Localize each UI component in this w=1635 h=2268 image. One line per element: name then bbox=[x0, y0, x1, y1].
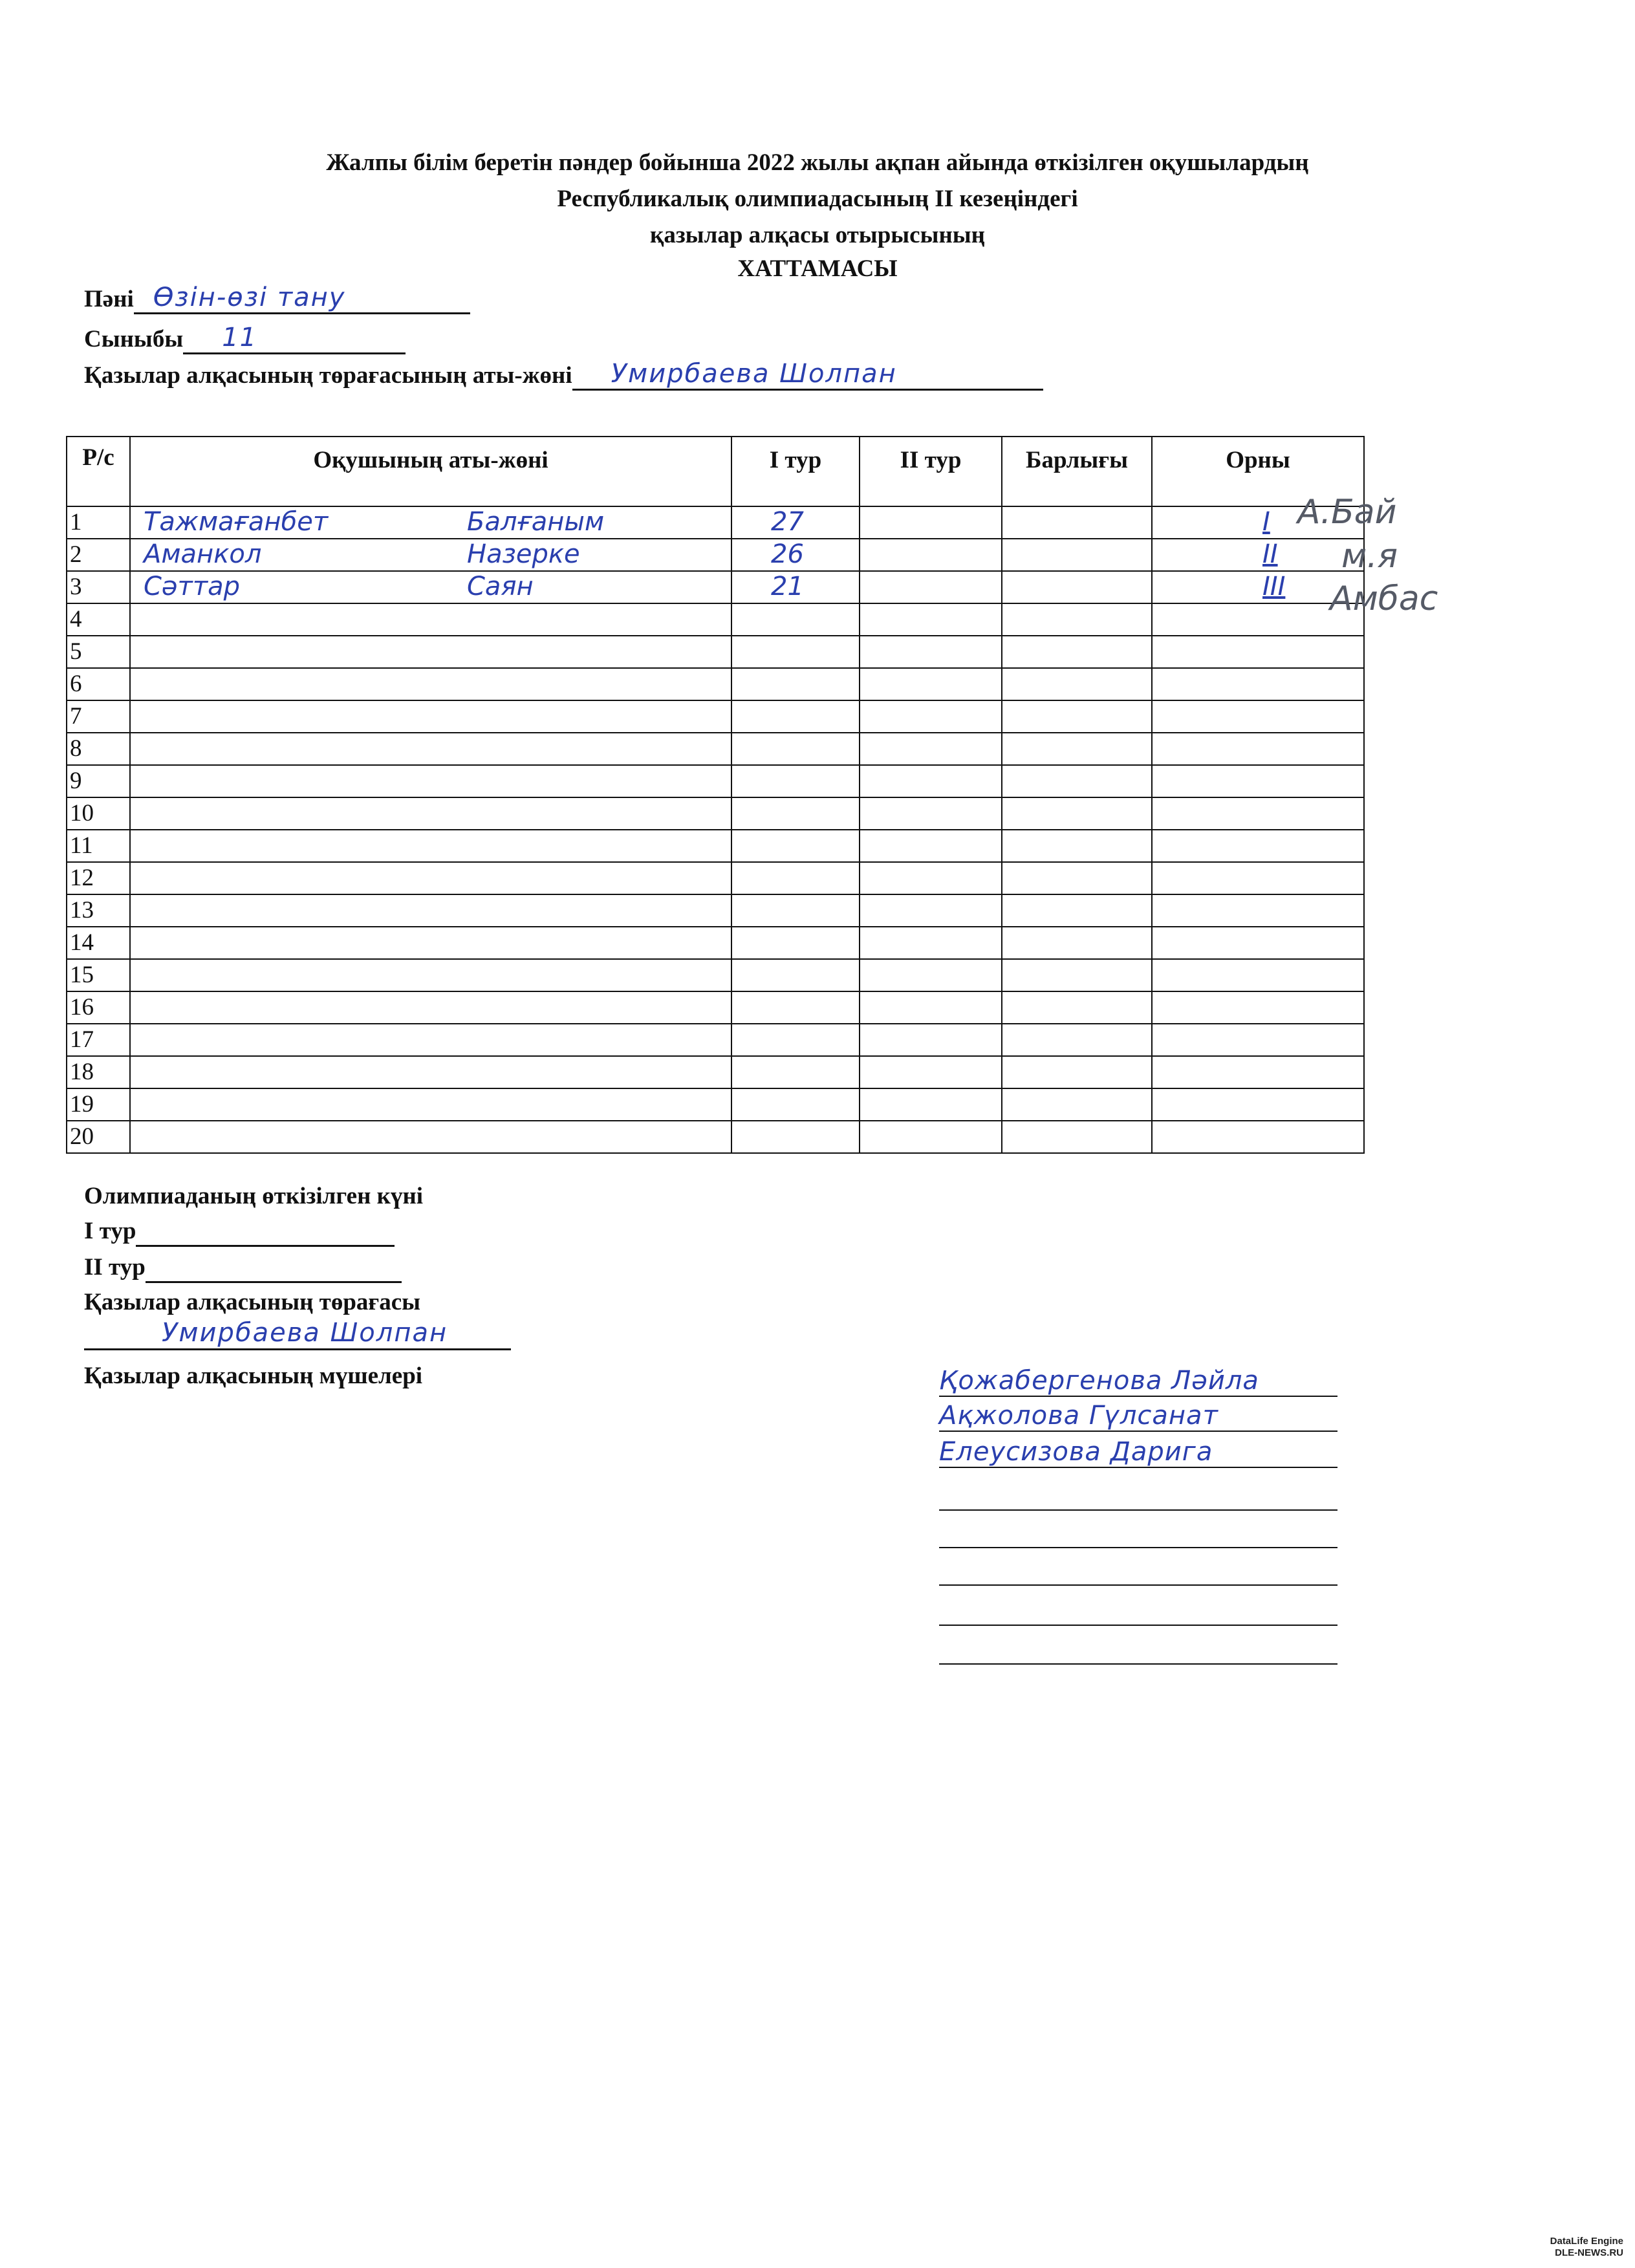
row-num-cell: 13 bbox=[67, 894, 130, 927]
grade-value: 11 bbox=[222, 323, 258, 352]
table-row bbox=[67, 700, 1364, 733]
total-cell bbox=[1002, 991, 1152, 1024]
total-cell bbox=[1002, 1024, 1152, 1056]
table-row bbox=[67, 991, 1364, 1024]
round1-date-field bbox=[84, 1216, 395, 1247]
round2-date-blank bbox=[146, 1257, 402, 1283]
round1-score: 21 bbox=[771, 572, 804, 601]
member-signature-line bbox=[939, 1480, 1337, 1511]
place-cell bbox=[1152, 797, 1364, 830]
round2-cell bbox=[860, 1024, 1002, 1056]
total-cell bbox=[1002, 733, 1152, 765]
round2-cell bbox=[860, 603, 1002, 636]
place-value: ІІ bbox=[1262, 539, 1278, 569]
chair-value: Умирбаева Шолпан bbox=[611, 359, 897, 389]
round1-cell bbox=[731, 894, 860, 927]
round1-date-label: І тур bbox=[84, 1218, 136, 1244]
row-num-cell: 16 bbox=[67, 991, 130, 1024]
place-cell bbox=[1152, 1024, 1364, 1056]
col-header-num: Р/с bbox=[67, 437, 130, 506]
student-name-cell bbox=[130, 894, 731, 927]
table-row bbox=[67, 862, 1364, 894]
place-cell bbox=[1152, 733, 1364, 765]
round2-cell bbox=[860, 668, 1002, 700]
table-row bbox=[67, 927, 1364, 959]
round1-cell bbox=[731, 1056, 860, 1088]
round1-cell bbox=[731, 603, 860, 636]
student-first-name: Аманкол bbox=[144, 539, 262, 569]
round1-cell bbox=[731, 668, 860, 700]
chair-label: Қазылар алқасының төрағасының аты-жөні bbox=[84, 362, 572, 389]
total-cell bbox=[1002, 1121, 1152, 1153]
table-row bbox=[67, 894, 1364, 927]
total-cell bbox=[1002, 668, 1152, 700]
table-row bbox=[67, 1056, 1364, 1088]
round1-cell bbox=[731, 959, 860, 991]
header-line-3: қазылар алқасы отырысының bbox=[650, 222, 985, 248]
round1-cell bbox=[731, 539, 860, 571]
round2-cell bbox=[860, 830, 1002, 862]
student-last-name: Балғаным bbox=[467, 507, 605, 537]
place-cell bbox=[1152, 1088, 1364, 1121]
row-num-cell: 8 bbox=[67, 733, 130, 765]
col-header-round2: ІІ тур bbox=[860, 437, 1002, 506]
round2-date-label: ІІ тур bbox=[84, 1254, 146, 1280]
total-cell bbox=[1002, 636, 1152, 668]
total-cell bbox=[1002, 603, 1152, 636]
round1-date-blank bbox=[136, 1220, 395, 1247]
student-name-cell bbox=[130, 1056, 731, 1088]
col-header-total: Барлығы bbox=[1002, 437, 1152, 506]
place-cell bbox=[1152, 927, 1364, 959]
round1-cell bbox=[731, 797, 860, 830]
member-signature-line bbox=[939, 1555, 1337, 1586]
student-name-cell bbox=[130, 506, 731, 539]
round2-cell bbox=[860, 797, 1002, 830]
student-name-cell bbox=[130, 927, 731, 959]
watermark-stamp bbox=[1550, 2236, 1623, 2259]
student-last-name: Саян bbox=[467, 572, 534, 601]
row-num-cell: 18 bbox=[67, 1056, 130, 1088]
place-cell bbox=[1152, 1056, 1364, 1088]
round2-cell bbox=[860, 991, 1002, 1024]
date-label: Олимпиаданың өткізілген күні bbox=[84, 1183, 424, 1209]
student-name-cell bbox=[130, 765, 731, 797]
total-cell bbox=[1002, 1056, 1152, 1088]
subject-label: Пәні bbox=[84, 286, 134, 312]
row-num-cell: 14 bbox=[67, 927, 130, 959]
margin-note: А.Бай bbox=[1297, 493, 1397, 532]
round2-cell bbox=[860, 959, 1002, 991]
student-name-cell bbox=[130, 830, 731, 862]
round2-date-field bbox=[84, 1252, 402, 1283]
table-row bbox=[67, 830, 1364, 862]
place-cell bbox=[1152, 765, 1364, 797]
col-header-place: Орны bbox=[1152, 437, 1364, 506]
footer-chair-value: Умирбаева Шолпан bbox=[162, 1318, 448, 1348]
round2-cell bbox=[860, 894, 1002, 927]
place-value: ІІІ bbox=[1262, 572, 1286, 601]
round2-cell bbox=[860, 1121, 1002, 1153]
footer-chair-label: Қазылар алқасының төрағасы bbox=[84, 1289, 421, 1315]
student-name-cell bbox=[130, 700, 731, 733]
total-cell bbox=[1002, 1088, 1152, 1121]
chair-field bbox=[84, 361, 1043, 391]
row-num-cell: 6 bbox=[67, 668, 130, 700]
student-name-cell bbox=[130, 1088, 731, 1121]
table-row bbox=[67, 636, 1364, 668]
student-name-cell bbox=[130, 959, 731, 991]
chair-blank bbox=[572, 359, 1043, 391]
results-table bbox=[66, 436, 1365, 1154]
round1-cell bbox=[731, 1121, 860, 1153]
round1-cell bbox=[731, 636, 860, 668]
total-cell bbox=[1002, 830, 1152, 862]
total-cell bbox=[1002, 927, 1152, 959]
student-name-cell bbox=[130, 733, 731, 765]
student-name-cell bbox=[130, 1121, 731, 1153]
round2-cell bbox=[860, 862, 1002, 894]
round2-cell bbox=[860, 1056, 1002, 1088]
place-cell bbox=[1152, 636, 1364, 668]
row-num-cell: 5 bbox=[67, 636, 130, 668]
round2-cell bbox=[860, 927, 1002, 959]
round1-cell bbox=[731, 1088, 860, 1121]
place-cell bbox=[1152, 894, 1364, 927]
table-header-row bbox=[67, 437, 1364, 506]
grade-label: Сыныбы bbox=[84, 326, 184, 352]
student-first-name: Сәттар bbox=[144, 572, 241, 601]
total-cell bbox=[1002, 862, 1152, 894]
table-row bbox=[67, 797, 1364, 830]
header-title: ХАТТАМАСЫ bbox=[737, 255, 898, 282]
student-name-cell bbox=[130, 636, 731, 668]
round2-cell bbox=[860, 636, 1002, 668]
header-line-2: Республикалық олимпиадасының ІІ кезеңіндегі bbox=[557, 186, 1078, 212]
member-signature-line bbox=[939, 1517, 1337, 1548]
row-num-cell: 10 bbox=[67, 797, 130, 830]
row-num-cell: 15 bbox=[67, 959, 130, 991]
round1-score: 26 bbox=[771, 539, 804, 569]
round2-cell bbox=[860, 765, 1002, 797]
table-row bbox=[67, 1088, 1364, 1121]
round2-cell bbox=[860, 700, 1002, 733]
total-cell bbox=[1002, 765, 1152, 797]
place-cell bbox=[1152, 539, 1364, 571]
round1-cell bbox=[731, 1024, 860, 1056]
total-cell bbox=[1002, 894, 1152, 927]
student-name-cell bbox=[130, 862, 731, 894]
row-num-cell: 20 bbox=[67, 1121, 130, 1153]
footer-chair-field bbox=[84, 1319, 511, 1350]
member-signature-line bbox=[939, 1634, 1337, 1665]
round2-cell bbox=[860, 733, 1002, 765]
table-row bbox=[67, 668, 1364, 700]
place-cell bbox=[1152, 700, 1364, 733]
col-header-round1: І тур bbox=[731, 437, 860, 506]
place-cell bbox=[1152, 991, 1364, 1024]
total-cell bbox=[1002, 700, 1152, 733]
table-row bbox=[67, 1024, 1364, 1056]
grade-blank bbox=[183, 323, 406, 354]
row-num-cell: 3 bbox=[67, 571, 130, 603]
grade-field bbox=[84, 325, 406, 354]
place-cell bbox=[1152, 1121, 1364, 1153]
place-cell bbox=[1152, 862, 1364, 894]
round1-cell bbox=[731, 733, 860, 765]
round2-cell bbox=[860, 539, 1002, 571]
total-cell bbox=[1002, 539, 1152, 571]
student-name-cell bbox=[130, 603, 731, 636]
round1-score: 27 bbox=[771, 507, 804, 537]
row-num-cell: 12 bbox=[67, 862, 130, 894]
subject-field bbox=[84, 285, 470, 314]
row-num-cell: 7 bbox=[67, 700, 130, 733]
student-name-cell bbox=[130, 668, 731, 700]
total-cell bbox=[1002, 959, 1152, 991]
table-row bbox=[67, 1121, 1364, 1153]
table-row bbox=[67, 765, 1364, 797]
student-name-cell bbox=[130, 539, 731, 571]
round1-cell bbox=[731, 991, 860, 1024]
row-num-cell: 19 bbox=[67, 1088, 130, 1121]
members-label: Қазылар алқасының мүшелері bbox=[84, 1363, 423, 1389]
round1-cell bbox=[731, 700, 860, 733]
student-name-cell bbox=[130, 1024, 731, 1056]
member-signature-line bbox=[939, 1437, 1337, 1468]
table-row bbox=[67, 506, 1364, 539]
round1-cell bbox=[731, 830, 860, 862]
table-row bbox=[67, 571, 1364, 603]
round2-cell bbox=[860, 571, 1002, 603]
row-num-cell: 11 bbox=[67, 830, 130, 862]
footer-chair-blank bbox=[84, 1318, 511, 1350]
col-header-name: Оқушының аты-жөні bbox=[130, 437, 731, 506]
student-first-name: Тажмағанбет bbox=[144, 507, 329, 537]
total-cell bbox=[1002, 797, 1152, 830]
place-cell bbox=[1152, 668, 1364, 700]
table-row bbox=[67, 539, 1364, 571]
table-row bbox=[67, 959, 1364, 991]
header-line-1: Жалпы білім беретін пәндер бойынша 2022 жылы ақпан айында өткізілген оқушылардың bbox=[326, 149, 1309, 176]
margin-note: м.я bbox=[1341, 537, 1398, 576]
row-num-cell: 2 bbox=[67, 539, 130, 571]
margin-note: Амбас bbox=[1330, 579, 1438, 618]
table-row bbox=[67, 603, 1364, 636]
round1-cell bbox=[731, 862, 860, 894]
place-value: І bbox=[1262, 507, 1270, 537]
stamp-line-2: DLE-NEWS.RU bbox=[1555, 2247, 1623, 2258]
row-num-cell: 9 bbox=[67, 765, 130, 797]
student-last-name: Назерке bbox=[467, 539, 580, 569]
student-name-cell bbox=[130, 991, 731, 1024]
round1-cell bbox=[731, 765, 860, 797]
member-signature-line bbox=[939, 1366, 1337, 1397]
member-signature-line bbox=[939, 1401, 1337, 1432]
stamp-line-1: DataLife Engine bbox=[1550, 2236, 1623, 2247]
place-cell bbox=[1152, 830, 1364, 862]
row-num-cell: 1 bbox=[67, 506, 130, 539]
row-num-cell: 17 bbox=[67, 1024, 130, 1056]
member-name: Ақжолова Гүлсанат bbox=[939, 1401, 1218, 1431]
member-name: Елеусизова Дарига bbox=[939, 1437, 1213, 1467]
total-cell bbox=[1002, 571, 1152, 603]
subject-blank bbox=[134, 283, 470, 314]
total-cell bbox=[1002, 506, 1152, 539]
member-name: Қожабергенова Ләйла bbox=[939, 1366, 1259, 1396]
table-body bbox=[67, 506, 1364, 1153]
member-signature-line bbox=[939, 1595, 1337, 1626]
round1-cell bbox=[731, 927, 860, 959]
student-name-cell bbox=[130, 797, 731, 830]
round1-cell bbox=[731, 506, 860, 539]
round1-cell bbox=[731, 571, 860, 603]
subject-value: Өзін-өзі тану bbox=[153, 283, 346, 312]
table-row bbox=[67, 733, 1364, 765]
round2-cell bbox=[860, 1088, 1002, 1121]
place-cell bbox=[1152, 959, 1364, 991]
round2-cell bbox=[860, 506, 1002, 539]
row-num-cell: 4 bbox=[67, 603, 130, 636]
student-name-cell bbox=[130, 571, 731, 603]
